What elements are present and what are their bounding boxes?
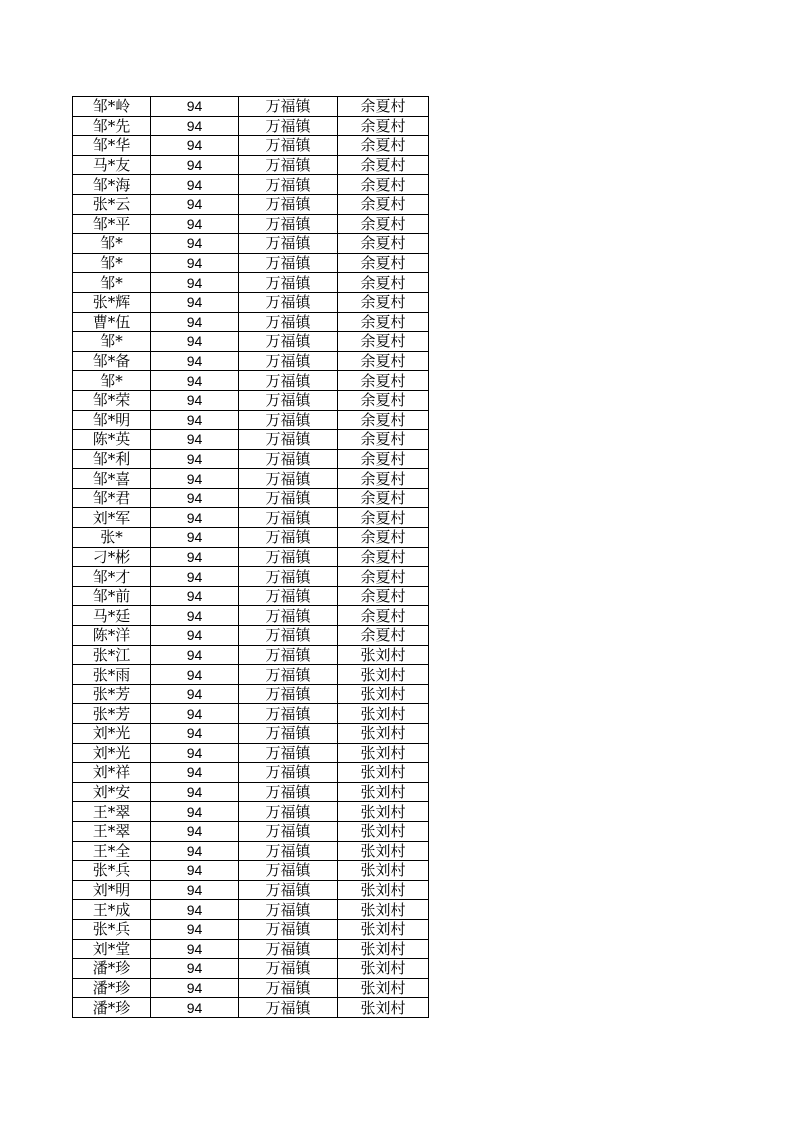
village-cell: 张刘村 <box>338 841 429 861</box>
town-cell: 万福镇 <box>239 488 338 508</box>
name-cell: 张*兵 <box>73 861 151 881</box>
table-row <box>73 488 429 508</box>
town-cell: 万福镇 <box>239 528 338 548</box>
village-cell: 余夏村 <box>338 469 429 489</box>
village-cell: 张刘村 <box>338 919 429 939</box>
village-cell: 余夏村 <box>338 488 429 508</box>
name-cell: 张*芳 <box>73 684 151 704</box>
table-row <box>73 508 429 528</box>
name-cell: 邹* <box>73 273 151 293</box>
name-cell: 张*雨 <box>73 665 151 685</box>
town-cell: 万福镇 <box>239 214 338 234</box>
name-cell: 曹*伍 <box>73 312 151 332</box>
value-cell: 94 <box>151 900 239 920</box>
value-cell: 94 <box>151 528 239 548</box>
table-row <box>73 645 429 665</box>
name-cell: 王*翠 <box>73 821 151 841</box>
table-row <box>73 332 429 352</box>
table-row <box>73 410 429 430</box>
town-cell: 万福镇 <box>239 724 338 744</box>
name-cell: 刘*祥 <box>73 763 151 783</box>
village-cell: 张刘村 <box>338 802 429 822</box>
town-cell: 万福镇 <box>239 900 338 920</box>
town-cell: 万福镇 <box>239 194 338 214</box>
name-cell: 刘*堂 <box>73 939 151 959</box>
village-cell: 余夏村 <box>338 332 429 352</box>
village-cell: 余夏村 <box>338 97 429 117</box>
village-cell: 张刘村 <box>338 821 429 841</box>
name-cell: 邹*海 <box>73 175 151 195</box>
name-cell: 邹*前 <box>73 586 151 606</box>
village-cell: 余夏村 <box>338 194 429 214</box>
table-row <box>73 528 429 548</box>
village-cell: 余夏村 <box>338 626 429 646</box>
village-cell: 余夏村 <box>338 606 429 626</box>
town-cell: 万福镇 <box>239 332 338 352</box>
town-cell: 万福镇 <box>239 606 338 626</box>
table-row <box>73 724 429 744</box>
table-row <box>73 567 429 587</box>
village-cell: 余夏村 <box>338 351 429 371</box>
town-cell: 万福镇 <box>239 351 338 371</box>
name-cell: 潘*珍 <box>73 978 151 998</box>
value-cell: 94 <box>151 273 239 293</box>
table-row <box>73 978 429 998</box>
table-row <box>73 371 429 391</box>
table-row <box>73 175 429 195</box>
town-cell: 万福镇 <box>239 253 338 273</box>
village-cell: 张刘村 <box>338 998 429 1018</box>
table-row <box>73 939 429 959</box>
name-cell: 张* <box>73 528 151 548</box>
table-row <box>73 449 429 469</box>
value-cell: 94 <box>151 743 239 763</box>
data-table <box>72 96 429 1018</box>
table-row <box>73 606 429 626</box>
town-cell: 万福镇 <box>239 116 338 136</box>
name-cell: 刁*彬 <box>73 547 151 567</box>
name-cell: 刘*明 <box>73 880 151 900</box>
value-cell: 94 <box>151 586 239 606</box>
name-cell: 张*兵 <box>73 919 151 939</box>
name-cell: 刘*光 <box>73 724 151 744</box>
name-cell: 邹*备 <box>73 351 151 371</box>
value-cell: 94 <box>151 292 239 312</box>
town-cell: 万福镇 <box>239 626 338 646</box>
town-cell: 万福镇 <box>239 919 338 939</box>
value-cell: 94 <box>151 116 239 136</box>
value-cell: 94 <box>151 782 239 802</box>
table-row <box>73 97 429 117</box>
value-cell: 94 <box>151 508 239 528</box>
name-cell: 邹*先 <box>73 116 151 136</box>
town-cell: 万福镇 <box>239 449 338 469</box>
table-row <box>73 214 429 234</box>
value-cell: 94 <box>151 704 239 724</box>
value-cell: 94 <box>151 606 239 626</box>
village-cell: 张刘村 <box>338 959 429 979</box>
town-cell: 万福镇 <box>239 312 338 332</box>
village-cell: 余夏村 <box>338 567 429 587</box>
town-cell: 万福镇 <box>239 861 338 881</box>
table-row <box>73 802 429 822</box>
village-cell: 张刘村 <box>338 763 429 783</box>
town-cell: 万福镇 <box>239 645 338 665</box>
value-cell: 94 <box>151 861 239 881</box>
village-cell: 余夏村 <box>338 292 429 312</box>
value-cell: 94 <box>151 978 239 998</box>
value-cell: 94 <box>151 841 239 861</box>
value-cell: 94 <box>151 645 239 665</box>
name-cell: 王*翠 <box>73 802 151 822</box>
value-cell: 94 <box>151 175 239 195</box>
value-cell: 94 <box>151 919 239 939</box>
table-row <box>73 469 429 489</box>
name-cell: 张*云 <box>73 194 151 214</box>
town-cell: 万福镇 <box>239 978 338 998</box>
village-cell: 余夏村 <box>338 390 429 410</box>
town-cell: 万福镇 <box>239 998 338 1018</box>
town-cell: 万福镇 <box>239 802 338 822</box>
name-cell: 陈*英 <box>73 430 151 450</box>
village-cell: 余夏村 <box>338 253 429 273</box>
value-cell: 94 <box>151 410 239 430</box>
name-cell: 邹*喜 <box>73 469 151 489</box>
table-row <box>73 704 429 724</box>
value-cell: 94 <box>151 312 239 332</box>
town-cell: 万福镇 <box>239 155 338 175</box>
table-row <box>73 626 429 646</box>
value-cell: 94 <box>151 194 239 214</box>
name-cell: 刘*光 <box>73 743 151 763</box>
town-cell: 万福镇 <box>239 684 338 704</box>
table-row <box>73 684 429 704</box>
name-cell: 潘*珍 <box>73 959 151 979</box>
town-cell: 万福镇 <box>239 959 338 979</box>
village-cell: 余夏村 <box>338 508 429 528</box>
table-row <box>73 900 429 920</box>
name-cell: 陈*洋 <box>73 626 151 646</box>
name-cell: 邹*才 <box>73 567 151 587</box>
village-cell: 余夏村 <box>338 234 429 254</box>
table-body <box>73 97 429 1018</box>
table-row <box>73 919 429 939</box>
town-cell: 万福镇 <box>239 469 338 489</box>
town-cell: 万福镇 <box>239 97 338 117</box>
village-cell: 张刘村 <box>338 704 429 724</box>
value-cell: 94 <box>151 665 239 685</box>
name-cell: 张*江 <box>73 645 151 665</box>
name-cell: 张*辉 <box>73 292 151 312</box>
name-cell: 邹*利 <box>73 449 151 469</box>
table-row <box>73 586 429 606</box>
town-cell: 万福镇 <box>239 841 338 861</box>
table-row <box>73 841 429 861</box>
table-row <box>73 351 429 371</box>
village-cell: 张刘村 <box>338 880 429 900</box>
town-cell: 万福镇 <box>239 175 338 195</box>
table-row <box>73 763 429 783</box>
name-cell: 邹*荣 <box>73 390 151 410</box>
table-row <box>73 116 429 136</box>
town-cell: 万福镇 <box>239 743 338 763</box>
name-cell: 邹*平 <box>73 214 151 234</box>
value-cell: 94 <box>151 351 239 371</box>
town-cell: 万福镇 <box>239 234 338 254</box>
value-cell: 94 <box>151 136 239 156</box>
table-row <box>73 136 429 156</box>
town-cell: 万福镇 <box>239 430 338 450</box>
village-cell: 张刘村 <box>338 782 429 802</box>
name-cell: 邹*岭 <box>73 97 151 117</box>
town-cell: 万福镇 <box>239 371 338 391</box>
value-cell: 94 <box>151 469 239 489</box>
value-cell: 94 <box>151 390 239 410</box>
town-cell: 万福镇 <box>239 665 338 685</box>
name-cell: 邹* <box>73 332 151 352</box>
name-cell: 马*廷 <box>73 606 151 626</box>
town-cell: 万福镇 <box>239 410 338 430</box>
village-cell: 张刘村 <box>338 978 429 998</box>
village-cell: 余夏村 <box>338 214 429 234</box>
table-row <box>73 155 429 175</box>
table-row <box>73 743 429 763</box>
village-cell: 张刘村 <box>338 645 429 665</box>
village-cell: 张刘村 <box>338 724 429 744</box>
value-cell: 94 <box>151 939 239 959</box>
value-cell: 94 <box>151 998 239 1018</box>
value-cell: 94 <box>151 567 239 587</box>
value-cell: 94 <box>151 234 239 254</box>
village-cell: 余夏村 <box>338 155 429 175</box>
table-row <box>73 292 429 312</box>
town-cell: 万福镇 <box>239 880 338 900</box>
name-cell: 张*芳 <box>73 704 151 724</box>
name-cell: 刘*军 <box>73 508 151 528</box>
village-cell: 余夏村 <box>338 371 429 391</box>
town-cell: 万福镇 <box>239 292 338 312</box>
name-cell: 邹*明 <box>73 410 151 430</box>
town-cell: 万福镇 <box>239 136 338 156</box>
name-cell: 邹* <box>73 234 151 254</box>
name-cell: 邹*华 <box>73 136 151 156</box>
value-cell: 94 <box>151 547 239 567</box>
name-cell: 王*全 <box>73 841 151 861</box>
value-cell: 94 <box>151 214 239 234</box>
name-cell: 王*成 <box>73 900 151 920</box>
village-cell: 余夏村 <box>338 547 429 567</box>
village-cell: 余夏村 <box>338 312 429 332</box>
value-cell: 94 <box>151 880 239 900</box>
town-cell: 万福镇 <box>239 704 338 724</box>
town-cell: 万福镇 <box>239 547 338 567</box>
table-row <box>73 547 429 567</box>
table-row <box>73 234 429 254</box>
value-cell: 94 <box>151 371 239 391</box>
value-cell: 94 <box>151 488 239 508</box>
table-row <box>73 861 429 881</box>
village-cell: 余夏村 <box>338 528 429 548</box>
village-cell: 余夏村 <box>338 410 429 430</box>
village-cell: 余夏村 <box>338 449 429 469</box>
value-cell: 94 <box>151 684 239 704</box>
village-cell: 张刘村 <box>338 665 429 685</box>
value-cell: 94 <box>151 449 239 469</box>
village-cell: 张刘村 <box>338 684 429 704</box>
village-cell: 张刘村 <box>338 900 429 920</box>
town-cell: 万福镇 <box>239 763 338 783</box>
town-cell: 万福镇 <box>239 782 338 802</box>
name-cell: 潘*珍 <box>73 998 151 1018</box>
village-cell: 余夏村 <box>338 273 429 293</box>
name-cell: 马*友 <box>73 155 151 175</box>
value-cell: 94 <box>151 802 239 822</box>
village-cell: 余夏村 <box>338 430 429 450</box>
table-row <box>73 194 429 214</box>
value-cell: 94 <box>151 626 239 646</box>
name-cell: 邹* <box>73 371 151 391</box>
village-cell: 张刘村 <box>338 861 429 881</box>
town-cell: 万福镇 <box>239 273 338 293</box>
value-cell: 94 <box>151 430 239 450</box>
village-cell: 张刘村 <box>338 939 429 959</box>
value-cell: 94 <box>151 763 239 783</box>
table-row <box>73 998 429 1018</box>
village-cell: 余夏村 <box>338 586 429 606</box>
table-row <box>73 665 429 685</box>
table-row <box>73 273 429 293</box>
table-row <box>73 430 429 450</box>
town-cell: 万福镇 <box>239 586 338 606</box>
name-cell: 邹* <box>73 253 151 273</box>
value-cell: 94 <box>151 97 239 117</box>
table-row <box>73 312 429 332</box>
value-cell: 94 <box>151 253 239 273</box>
table-row <box>73 782 429 802</box>
town-cell: 万福镇 <box>239 939 338 959</box>
value-cell: 94 <box>151 724 239 744</box>
town-cell: 万福镇 <box>239 567 338 587</box>
table-row <box>73 390 429 410</box>
town-cell: 万福镇 <box>239 508 338 528</box>
village-cell: 余夏村 <box>338 116 429 136</box>
value-cell: 94 <box>151 155 239 175</box>
table-row <box>73 959 429 979</box>
village-cell: 余夏村 <box>338 136 429 156</box>
table-row <box>73 821 429 841</box>
value-cell: 94 <box>151 821 239 841</box>
table-row <box>73 880 429 900</box>
name-cell: 邹*君 <box>73 488 151 508</box>
village-cell: 张刘村 <box>338 743 429 763</box>
town-cell: 万福镇 <box>239 390 338 410</box>
town-cell: 万福镇 <box>239 821 338 841</box>
name-cell: 刘*安 <box>73 782 151 802</box>
village-cell: 余夏村 <box>338 175 429 195</box>
value-cell: 94 <box>151 332 239 352</box>
table-row <box>73 253 429 273</box>
value-cell: 94 <box>151 959 239 979</box>
